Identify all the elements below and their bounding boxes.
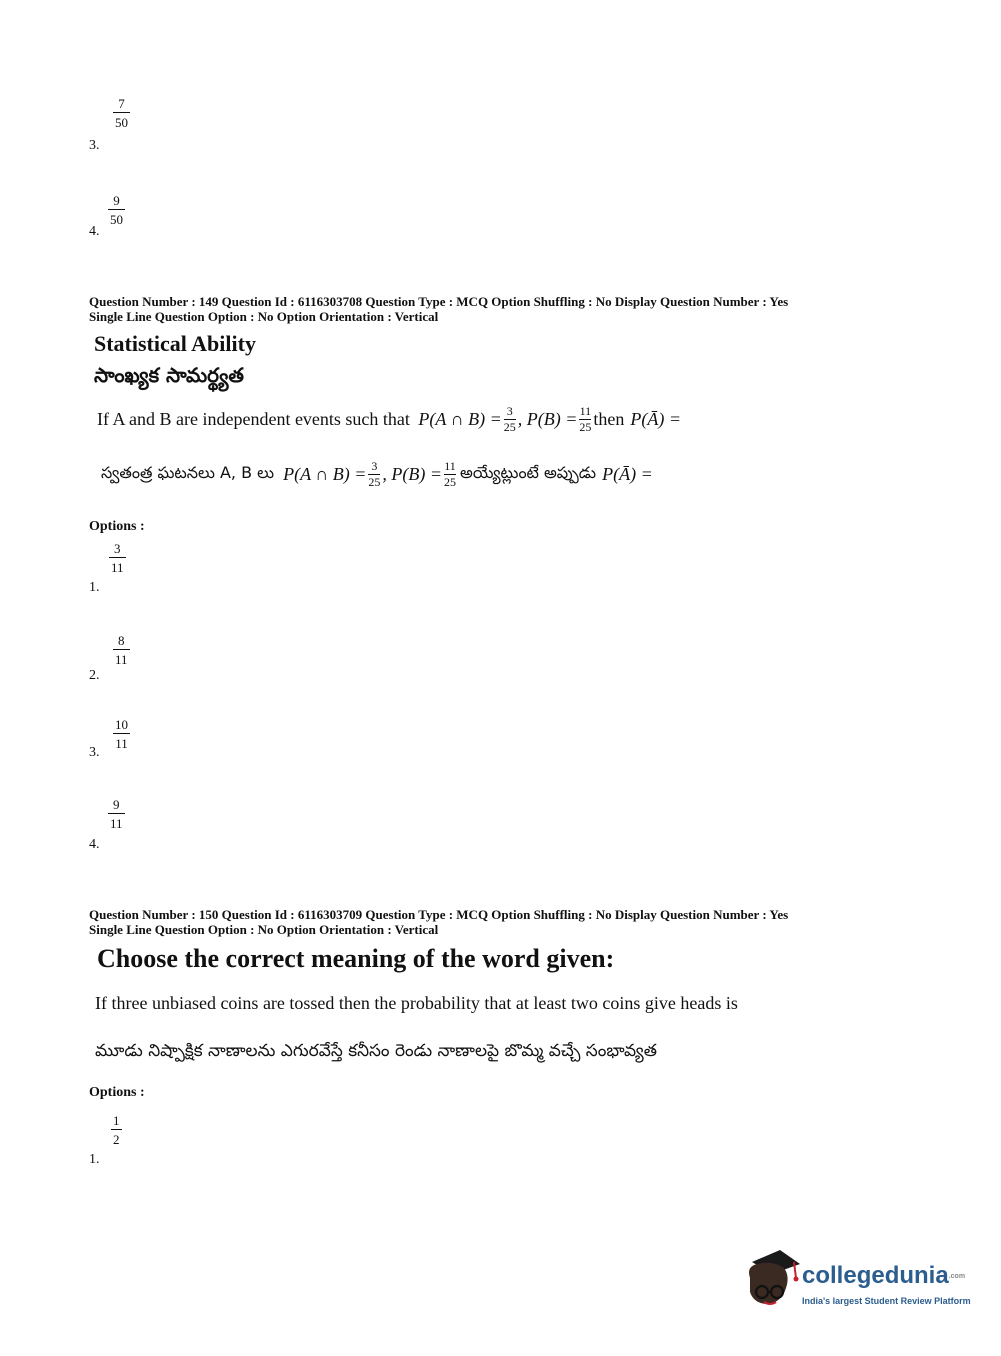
fraction-bar (108, 813, 125, 814)
q149-subject-en: Statistical Ability (94, 331, 256, 356)
q149-option-4-fraction[interactable] (108, 797, 125, 831)
q149-en-pabar: P(Ā) = (630, 409, 681, 429)
fraction-bar (109, 557, 126, 558)
denominator: 25 (444, 475, 457, 489)
numerator: 3 (371, 459, 378, 473)
numerator: 11 (444, 459, 456, 473)
numerator: 3 (114, 541, 121, 556)
q149-en-fraction-1 (504, 405, 516, 434)
denominator: 11 (115, 652, 128, 667)
numerator: 1 (113, 1113, 120, 1128)
q149-en-fraction-2 (579, 405, 591, 434)
prev-option-3-number: 3. (89, 138, 100, 153)
logo-name: collegedunia (802, 1262, 949, 1289)
q149-meta-line-2: Single Line Question Option : No Option Orientation : Vertical (89, 309, 439, 324)
denominator: 11 (111, 560, 124, 575)
numerator: 11 (579, 404, 592, 418)
denominator: 25 (503, 420, 516, 434)
prev-option-4-fraction (108, 193, 125, 227)
fraction-bar (111, 1129, 122, 1130)
fraction-bar (108, 209, 125, 210)
numerator: 8 (118, 633, 125, 648)
q149-option-2-number: 2. (89, 668, 100, 683)
denominator: 11 (115, 736, 128, 751)
logo-wordmark (802, 1262, 965, 1290)
q149-te-mid: అయ్యేట్లుంటే అప్పుడు (460, 463, 597, 482)
q149-en-pab: P(A ∩ B) = (418, 409, 502, 429)
q149-option-3-number: 3. (89, 745, 100, 760)
numerator: 9 (113, 797, 120, 812)
numerator: 10 (115, 717, 128, 732)
denominator: 25 (368, 475, 381, 489)
logo-tagline: India's largest Student Review Platform (802, 1296, 971, 1306)
denominator: 2 (113, 1132, 120, 1147)
q149-meta-line-1: Question Number : 149 Question Id : 6116303708 Question Type : MCQ Option Shuffling : No Display Question Number : Yes (89, 294, 789, 309)
q149-te-fraction-1 (368, 460, 380, 489)
q149-en-then: then (593, 409, 625, 429)
fraction-bar (113, 649, 130, 650)
q149-te-pb: , P(B) = (382, 464, 443, 484)
denominator: 11 (110, 816, 123, 831)
denominator: 50 (115, 115, 128, 130)
q150-question-en: If three unbiased coins are tossed then the probability that at least two coins give heads is (95, 993, 738, 1013)
fraction-bar (113, 733, 130, 734)
q149-en-prefix: If A and B are independent events such that (97, 409, 415, 429)
q150-option-1-number: 1. (89, 1152, 100, 1167)
denominator: 50 (110, 212, 123, 227)
q149-option-4-number: 4. (89, 837, 100, 852)
q150-meta-line-1: Question Number : 150 Question Id : 6116303709 Question Type : MCQ Option Shuffling : No Display Question Number : Yes (89, 907, 789, 922)
q149-option-1-number: 1. (89, 580, 100, 595)
fraction-bar (113, 112, 130, 113)
q149-te-pab: P(A ∩ B) = (283, 464, 367, 484)
denominator: 25 (579, 420, 592, 434)
numerator: 7 (118, 96, 125, 111)
q149-en-pb: , P(B) = (517, 409, 578, 429)
q150-question-te: మూడు నిష్పాక్షిక నాణాలను ఎగురవేస్తే కనీసం రెండు నాణాలపై బొమ్మ వచ్చే సంభావ్యత (95, 1041, 657, 1061)
q149-option-3-fraction[interactable] (113, 717, 130, 751)
q149-te-fraction-2 (444, 460, 456, 489)
q149-option-1-fraction[interactable] (109, 541, 126, 575)
q150-meta-line-2: Single Line Question Option : No Option Orientation : Vertical (89, 922, 439, 937)
numerator: 9 (113, 193, 120, 208)
q149-question-en (97, 405, 681, 434)
collegedunia-logo (742, 1248, 972, 1318)
logo-suffix: .com (948, 1273, 966, 1281)
prev-option-4-number: 4. (89, 224, 100, 239)
q149-subject-te: సాంఖ్యక సామర్థ్యత (94, 363, 244, 387)
q149-te-pabar: P(Ā) = (602, 464, 653, 484)
q149-option-2-fraction[interactable] (113, 633, 130, 667)
q149-te-prefix: స్వతంత్ర ఘటనలు A, B లు (101, 463, 280, 482)
q150-options-label: Options : (89, 1085, 145, 1100)
mascot-icon (742, 1248, 802, 1310)
numerator: 3 (506, 404, 513, 418)
q149-question-te (101, 460, 653, 489)
q150-option-1-fraction[interactable] (111, 1113, 122, 1147)
q150-heading: Choose the correct meaning of the word given: (97, 944, 615, 973)
prev-option-3-fraction (113, 96, 130, 130)
q149-options-label: Options : (89, 519, 145, 534)
